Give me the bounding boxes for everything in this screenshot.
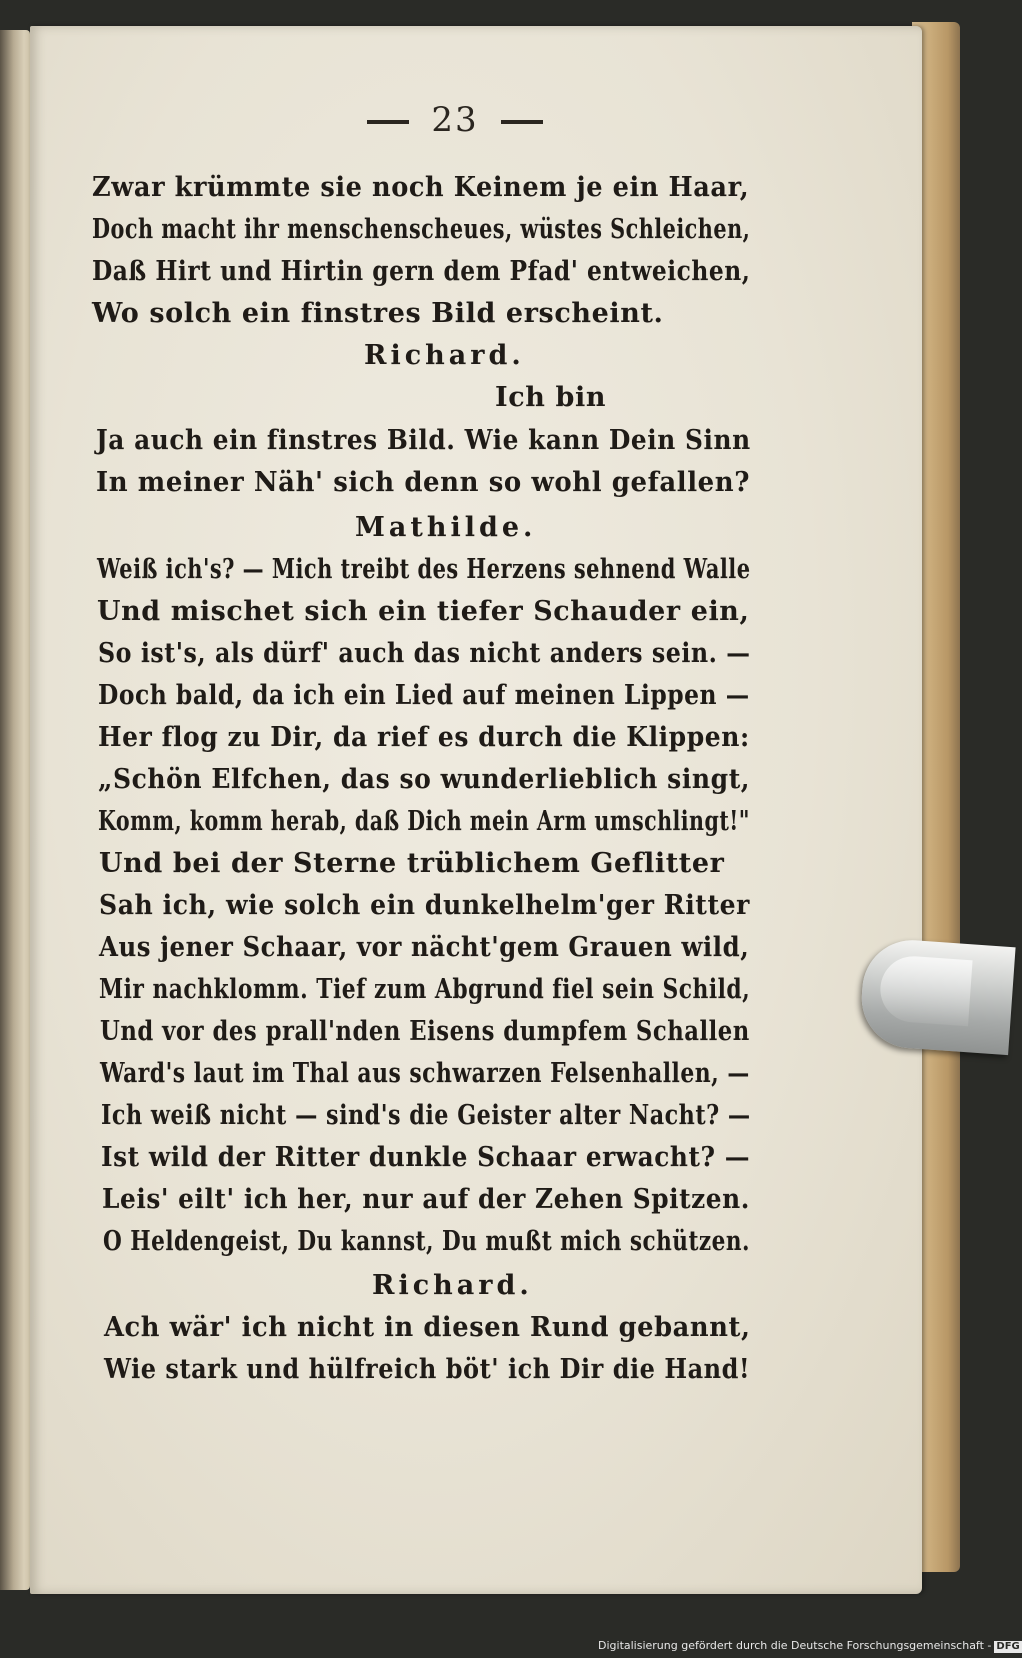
text-line: Doch macht ihr menschenscheues, wüstes Schleichen, xyxy=(92,214,751,245)
text-line: Ward's laut im Thal aus schwarzen Felsenhallen, — xyxy=(100,1058,750,1089)
text-line: Her flog zu Dir, da rief es durch die Klippen: xyxy=(98,722,750,753)
text-line: Leis' eilt' ich her, nur auf der Zehen Spitzen. xyxy=(102,1184,750,1215)
text-line: Wie stark und hülfreich böt' ich Dir die Hand! xyxy=(104,1354,751,1385)
speaker-name: Richard. xyxy=(372,1270,533,1301)
text-line: Ich weiß nicht — sind's die Geister alter Nacht? — xyxy=(101,1100,751,1131)
text-line: Aus jener Schaar, vor nächt'gem Grauen wild, xyxy=(99,932,750,963)
speaker-name: Richard. xyxy=(364,340,525,371)
text-line: Ist wild der Ritter dunkle Schaar erwacht? — xyxy=(101,1142,751,1173)
text-line: O Heldengeist, Du kannst, Du mußt mich schützen. xyxy=(103,1226,751,1257)
text-line: Wo solch ein finstres Bild erscheint. xyxy=(92,298,664,329)
digitization-credit xyxy=(598,1639,1020,1657)
text-line: Und mischet sich ein tiefer Schauder ein, xyxy=(97,596,750,627)
text-line: „Schön Elfchen, das so wunderlieblich singt, xyxy=(98,764,751,795)
dfg-logo: DFG xyxy=(996,1641,1020,1652)
page-number-value: 23 xyxy=(431,100,479,140)
text-line: Doch bald, da ich ein Lied auf meinen Lippen — xyxy=(98,680,750,711)
text-line: Und bei der Sterne trüblichem Geflitter xyxy=(99,848,725,879)
text-line: Komm, komm herab, daß Dich mein Arm umschlingt!" xyxy=(98,806,750,837)
text-line: Zwar krümmte sie noch Keinem je ein Haar, xyxy=(92,172,750,203)
credit-text: Digitalisierung gefördert durch die Deutsche Forschungsgemeinschaft - xyxy=(598,1639,992,1652)
text-line: Weiß ich's? — Mich treibt des Herzens sehnend Walle xyxy=(97,554,751,585)
metal-page-clip xyxy=(858,937,1015,1055)
text-line: So ist's, als dürf' auch das nicht anders sein. — xyxy=(98,638,751,669)
text-line: In meiner Näh' sich denn so wohl gefallen? xyxy=(96,467,751,498)
text-line: Und vor des prall'nden Eisens dumpfem Schallen xyxy=(100,1016,750,1047)
text-line: Mir nachklomm. Tief zum Abgrund fiel sein Schild, xyxy=(99,974,751,1005)
text-line: Ich bin xyxy=(495,382,607,413)
clip-highlight xyxy=(878,954,972,1026)
text-line: Daß Hirt und Hirtin gern dem Pfad' entweichen, xyxy=(92,256,751,287)
text-line: Sah ich, wie solch ein dunkelhelm'ger Ritter xyxy=(99,890,750,921)
speaker-name: Mathilde. xyxy=(355,512,537,543)
text-line: Ja auch ein finstres Bild. Wie kann Dein Sinn xyxy=(96,425,751,456)
text-line: Ach wär' ich nicht in diesen Rund gebannt, xyxy=(104,1312,751,1343)
